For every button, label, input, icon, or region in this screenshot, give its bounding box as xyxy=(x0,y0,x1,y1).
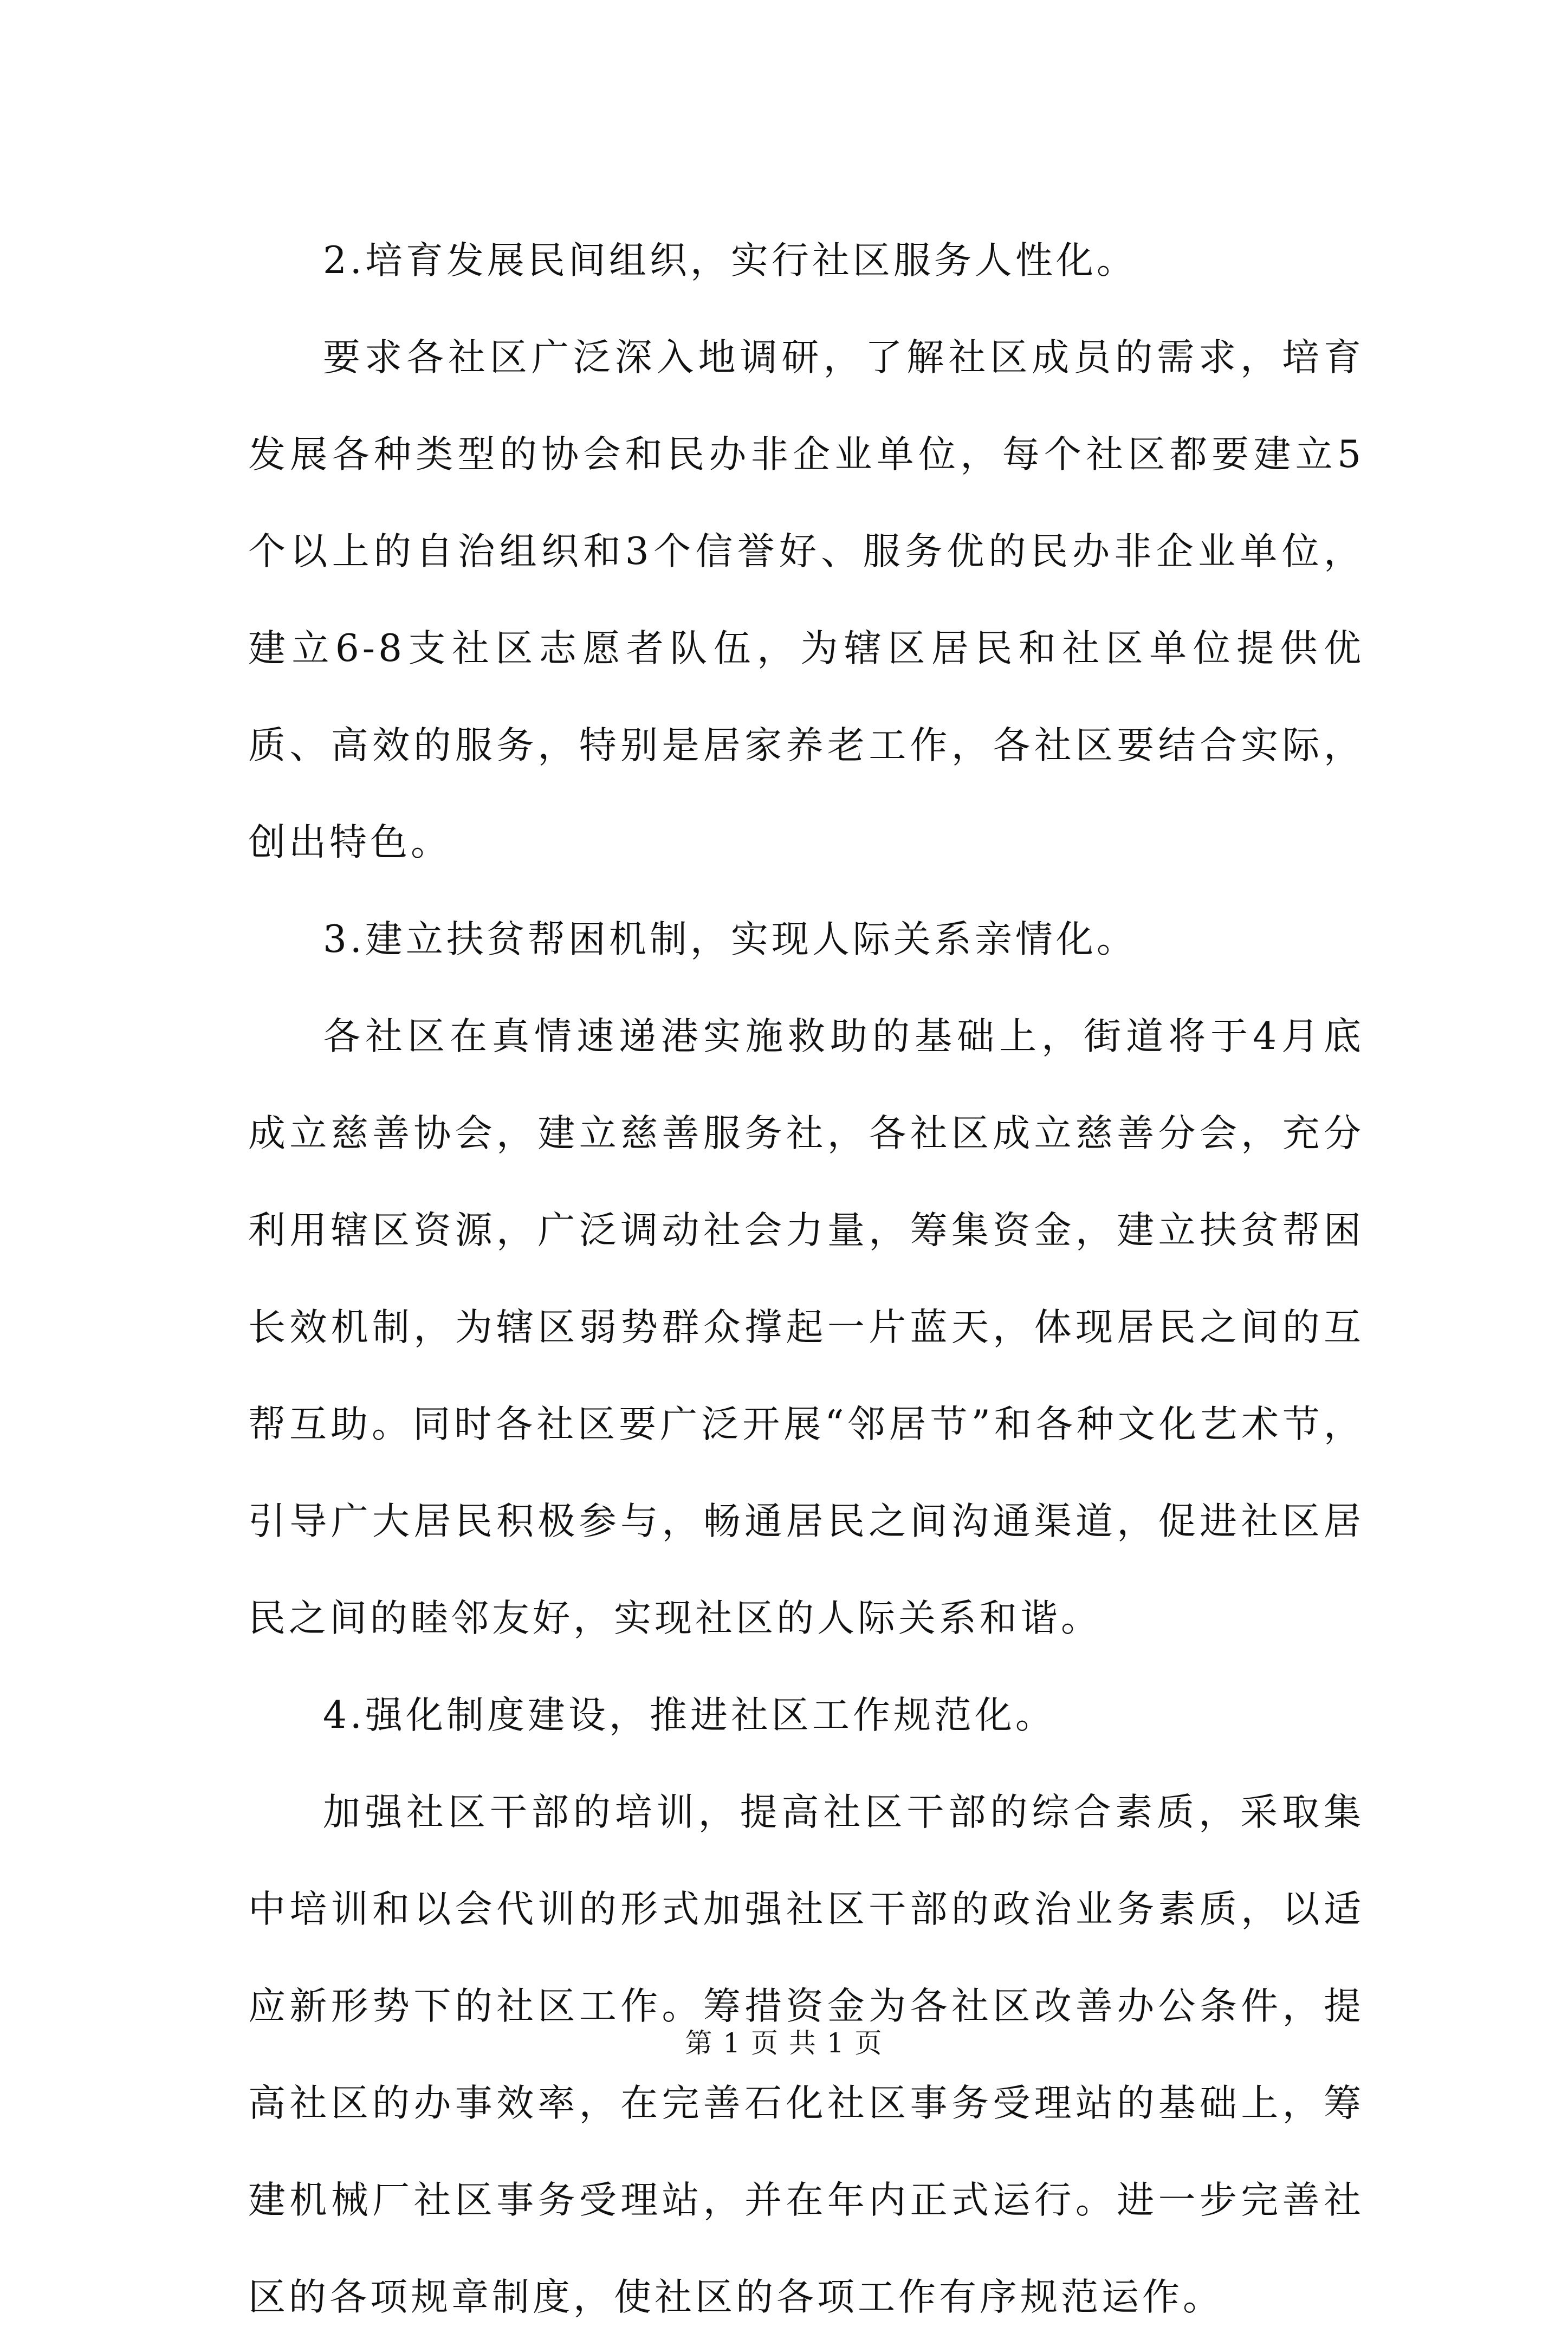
section-heading-4: 4.强化制度建设，推进社区工作规范化。 xyxy=(323,1694,1056,1737)
section-paragraph-3: 各社区在真情速递港实施救助的基础上，街道将于4月底成立慈善协会，建立慈善服务社，各社区成立慈善分会，充分利用辖区资源，广泛调动社会力量，筹集资金，建立扶贫帮困长效机制，为辖区弱势群众撑起一片蓝天，体现居民之间的互帮互助。同时各社区要广泛开展“邻居节”和各种文化艺术节，引导广大居民积极参与，畅通居民之间沟通渠道，促进社区居民之间的睦邻友好，实现社区的人际关系和谐。 xyxy=(248,1015,1364,1640)
document-body xyxy=(248,212,1364,2346)
section-heading-2: 2.培育发展民间组织，实行社区服务人性化。 xyxy=(323,239,1137,282)
page-footer: 第 1 页 共 1 页 xyxy=(685,2027,883,2059)
section-heading-3: 3.建立扶贫帮困机制，实现人际关系亲情化。 xyxy=(323,918,1137,961)
section-paragraph-2: 要求各社区广泛深入地调研，了解社区成员的需求，培育发展各种类型的协会和民办非企业单位，每个社区都要建立5个以上的自治组织和3个信誉好、服务优的民办非企业单位，建立6-8支社区志愿者队伍，为辖区居民和社区单位提供优质、高效的服务，特别是居家养老工作，各社区要结合实际，创出特色。 xyxy=(248,336,1364,864)
section-paragraph-4: 加强社区干部的培训，提高社区干部的综合素质，采取集中培训和以会代训的形式加强社区干部的政治业务素质，以适应新形势下的社区工作。筹措资金为各社区改善办公条件，提高社区的办事效率，在完善石化社区事务受理站的基础上，筹建机械厂社区事务受理站，并在年内正式运行。进一步完善社区的各项规章制度，使社区的各项工作有序规范运作。 xyxy=(248,1791,1364,2319)
